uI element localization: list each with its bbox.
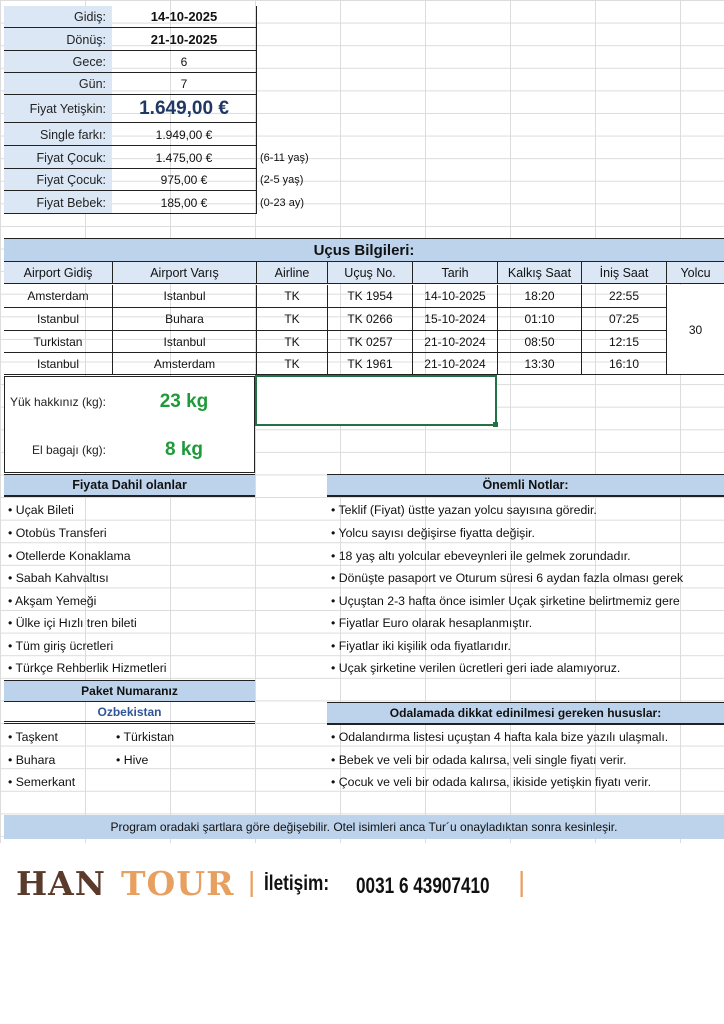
brand-han: HAN xyxy=(16,864,106,903)
flight-cell: Istanbul xyxy=(112,331,256,353)
hand-baggage-value: 8 kg xyxy=(164,439,204,460)
package-title: Paket Numaranız xyxy=(4,680,255,702)
flight-cell: 16:10 xyxy=(581,353,666,375)
single-diff-label: Single farkı: xyxy=(4,124,112,146)
selected-cell[interactable] xyxy=(255,375,497,426)
flight-cell: 21-10-2024 xyxy=(412,331,497,353)
return-value: 21-10-2025 xyxy=(112,29,256,51)
hold-baggage-label: Yük hakkınız (kg): xyxy=(9,395,106,409)
flight-cell: Amsterdam xyxy=(112,353,256,375)
summary-divider xyxy=(255,6,257,214)
return-label: Dönüş: xyxy=(4,29,112,51)
flight-cell: Istanbul xyxy=(4,353,112,375)
included-item: • Otellerde Konaklama xyxy=(8,549,131,563)
departure-value: 14-10-2025 xyxy=(112,6,256,28)
baby-price-label: Fiyat Bebek: xyxy=(4,192,112,214)
flight-cell: 21-10-2024 xyxy=(412,353,497,375)
days-value: 7 xyxy=(112,73,256,95)
flight-header-departure-time: Kalkış Saat xyxy=(497,262,581,284)
flight-cell: 08:50 xyxy=(497,331,581,353)
flight-cell: TK xyxy=(256,331,327,353)
flight-header-number: Uçuş No. xyxy=(327,262,412,284)
hold-baggage-value: 23 kg xyxy=(159,391,209,412)
flight-header-to: Airport Varış xyxy=(112,262,256,284)
included-item: • Ülke içi Hızlı tren bileti xyxy=(8,616,137,630)
flight-cell: Buhara xyxy=(112,308,256,331)
adult-price-value: 1.649,00 € xyxy=(112,96,256,123)
package-city: • Taşkent xyxy=(8,730,58,744)
flight-cell: 15-10-2024 xyxy=(412,308,497,331)
package-city: • Türkistan xyxy=(116,730,175,744)
adult-price-label: Fiyat Yetişkin: xyxy=(4,96,112,123)
flight-cell: 18:20 xyxy=(497,285,581,308)
flight-header-arrival-time: İniş Saat xyxy=(581,262,666,284)
brand-tour: TOUR xyxy=(121,864,235,903)
included-item: • Uçak Bileti xyxy=(8,503,74,517)
contact-phone[interactable]: 0031 6 43907410 xyxy=(356,873,490,898)
flight-header-from: Airport Gidiş xyxy=(4,262,112,284)
package-city: • Buhara xyxy=(8,753,56,767)
included-item: • Sabah Kahvaltısı xyxy=(8,571,109,585)
child-price-value-1: 1.475,00 € xyxy=(112,147,256,169)
notes-title: Önemli Notlar: xyxy=(327,474,724,497)
note-item: • Teklif (Fiyat) üstte yazan yolcu sayısına göredir. xyxy=(331,503,597,517)
brand-separator-end: | xyxy=(518,866,526,897)
hand-baggage-label: El bagajı (kg): xyxy=(31,443,106,457)
package-city: • Hive xyxy=(116,753,149,767)
flight-cell: TK 0257 xyxy=(327,331,412,353)
rooming-item: • Çocuk ve veli bir odada kalırsa, ikiside yetişkin fiyatı verir. xyxy=(331,775,652,789)
flight-header-date: Tarih xyxy=(412,262,497,284)
flights-title: Uçus Bilgileri: xyxy=(4,238,724,262)
flight-header-passengers: Yolcu xyxy=(666,262,724,284)
note-item: • Uçuştan 2-3 hafta önce isimler Uçak şirketine belirtmemiz gere xyxy=(331,594,680,608)
flight-cell: TK xyxy=(256,308,327,331)
note-item: • 18 yaş altı yolcular ebeveynleri ile gelmek zorundadır. xyxy=(331,549,631,563)
flight-cell: Amsterdam xyxy=(4,285,112,308)
included-item: • Tüm giriş ücretleri xyxy=(8,639,114,653)
rooming-title: Odalamada dikkat edinilmesi gereken hususlar: xyxy=(327,702,724,725)
single-diff-value: 1.949,00 € xyxy=(112,124,256,146)
child-age-note-2: (2-5 yaş) xyxy=(260,174,304,186)
child-price-label-1: Fiyat Çocuk: xyxy=(4,147,112,169)
package-city: • Semerkant xyxy=(8,775,76,789)
note-item: • Yolcu sayısı değişirse fiyatta değişir. xyxy=(331,526,535,540)
baby-price-value: 185,00 € xyxy=(112,192,256,214)
child-price-value-2: 975,00 € xyxy=(112,169,256,191)
flight-cell: TK xyxy=(256,285,327,308)
rooming-item: • Bebek ve veli bir odada kalırsa, veli single fiyatı verir. xyxy=(331,753,627,767)
brand-footer xyxy=(0,862,724,910)
flight-cell: Turkistan xyxy=(4,331,112,353)
brand-separator: | xyxy=(248,866,256,897)
note-item: • Uçak şirketine verilen ücretleri geri iade alamıyoruz. xyxy=(331,661,621,675)
flight-cell: TK xyxy=(256,353,327,375)
flight-cell: 14-10-2025 xyxy=(412,285,497,308)
package-country: Ozbekistan xyxy=(4,703,255,724)
flight-cell: TK 1961 xyxy=(327,353,412,375)
nights-label: Gece: xyxy=(4,51,112,73)
departure-label: Gidiş: xyxy=(4,6,112,28)
flight-cell: 12:15 xyxy=(581,331,666,353)
included-item: • Otobüs Transferi xyxy=(8,526,107,540)
flight-cell: 07:25 xyxy=(581,308,666,331)
flight-cell: Istanbul xyxy=(112,285,256,308)
disclaimer: Program oradaki şartlara göre değişebilir. Otel isimleri anca Tur´u onayladıktan sonra kesinleşir. xyxy=(4,815,724,839)
included-item: • Akşam Yemeği xyxy=(8,594,97,608)
fill-handle[interactable] xyxy=(493,422,498,427)
flight-cell: 01:10 xyxy=(497,308,581,331)
contact-label: İletişim: xyxy=(264,872,330,895)
flight-cell: Istanbul xyxy=(4,308,112,331)
included-item: • Türkçe Rehberlik Hizmetleri xyxy=(8,661,167,675)
included-title: Fiyata Dahil olanlar xyxy=(4,474,255,497)
flight-cell: TK 0266 xyxy=(327,308,412,331)
flight-cell: 13:30 xyxy=(497,353,581,375)
note-item: • Fiyatlar Euro olarak hesaplanmıştır. xyxy=(331,616,533,630)
flight-header-airline: Airline xyxy=(256,262,327,284)
note-item: • Dönüşte pasaport ve Oturum süresi 6 aydan fazla olması gerek xyxy=(331,571,684,585)
child-price-label-2: Fiyat Çocuk: xyxy=(4,169,112,191)
nights-value: 6 xyxy=(112,51,256,73)
flight-cell: 22:55 xyxy=(581,285,666,308)
child-age-note-1: (6-11 yaş) xyxy=(260,152,309,164)
days-label: Gün: xyxy=(4,73,112,95)
flight-cell: TK 1954 xyxy=(327,285,412,308)
note-item: • Fiyatlar iki kişilik oda fiyatlarıdır. xyxy=(331,639,511,653)
passenger-count: 30 xyxy=(666,285,724,375)
rooming-item: • Odalandırma listesi uçuştan 4 hafta kala bize yazılı ulaşmalı. xyxy=(331,730,669,744)
baby-age-note: (0-23 ay) xyxy=(260,197,305,209)
